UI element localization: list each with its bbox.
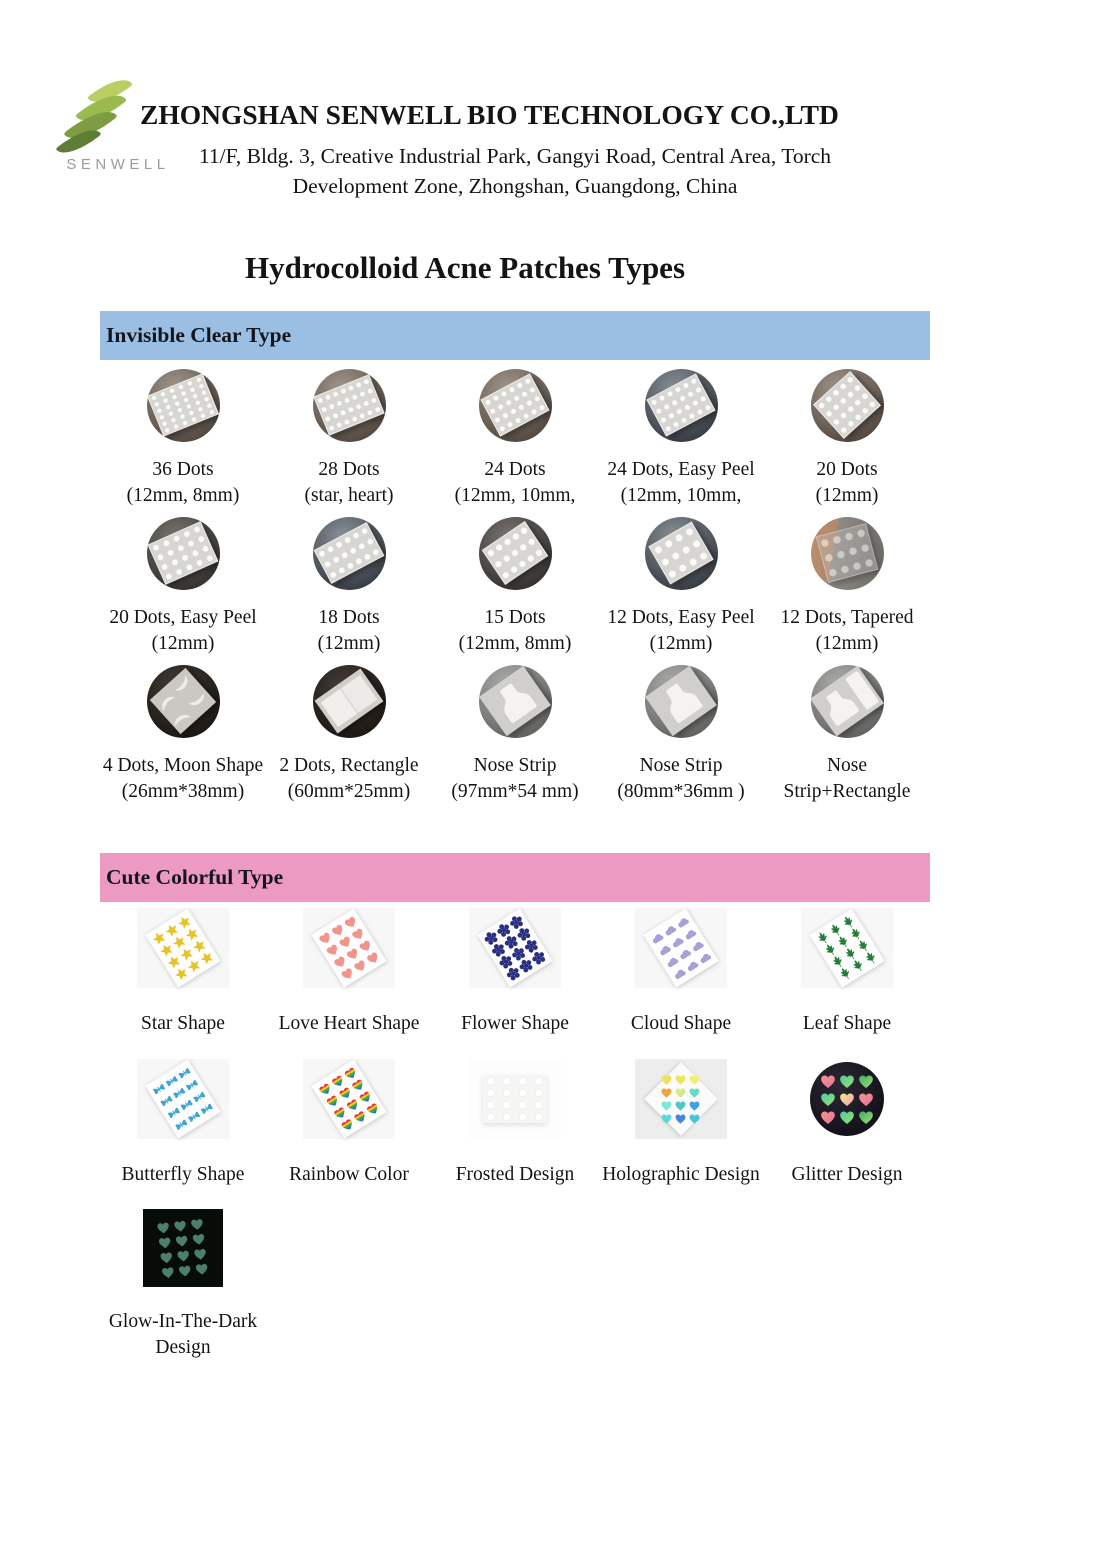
star-shape-photo: [137, 908, 229, 988]
20-dots-easy-peel-photo: [147, 517, 220, 590]
patch-sheet: [483, 1075, 547, 1123]
product-item-12-dots-easy-peel: [598, 514, 764, 662]
product-item-36-dots: [100, 366, 266, 514]
product-item-24-dots-easy-peel: [598, 366, 764, 514]
product-label: Glow-In-The-Dark: [108, 1311, 258, 1332]
patch-sheet: [145, 1059, 220, 1138]
heart-patch-icon: [159, 1264, 175, 1280]
heart-patch-icon: [819, 1072, 837, 1090]
patch-sheet: [813, 371, 881, 439]
product-item-cloud-shape: [598, 907, 764, 1058]
product-label: 36 Dots: [152, 459, 214, 480]
heart-patch-icon: [171, 1217, 187, 1233]
patch-sheet: [816, 523, 879, 583]
product-sublabel: (80mm*36mm ): [617, 780, 745, 802]
heart-patch-icon: [188, 1216, 204, 1232]
product-label: Star Shape: [141, 1013, 225, 1034]
36-dots-photo: [147, 369, 220, 442]
product-item-love-heart-shape: [266, 907, 432, 1058]
product-label: 24 Dots, Easy Peel: [607, 459, 755, 480]
patch-sheet: [648, 521, 713, 584]
patch-sheet: [479, 666, 551, 736]
heart-patch-icon: [155, 1219, 171, 1235]
heart-patch-icon: [688, 1099, 701, 1112]
section-heading: Cute Colorful Type: [106, 865, 284, 889]
product-photo-box: [137, 907, 229, 989]
company-address-line1: 11/F, Bldg. 3, Creative Industrial Park, Gangyi Road, Central Area, Torch: [198, 144, 832, 168]
product-sublabel: (97mm*54 mm): [451, 780, 579, 802]
product-photo-box: [479, 662, 552, 740]
patch-sheet: [147, 373, 219, 436]
heart-patch-icon: [156, 1234, 172, 1250]
heart-patch-icon: [857, 1090, 875, 1108]
product-item-glitter-design: [764, 1058, 930, 1209]
glow-hearts: [155, 1215, 212, 1280]
product-item-24-dots: [432, 366, 598, 514]
product-item-leaf-shape: [764, 907, 930, 1058]
heart-patch-icon: [190, 1231, 206, 1247]
product-sublabel: (12mm): [649, 632, 713, 654]
product-photo-box: [147, 662, 220, 740]
product-photo-box: [313, 662, 386, 740]
invisible-clear-grid: [100, 366, 930, 810]
product-photo-box: [645, 662, 718, 740]
patch-sheet: [477, 908, 552, 987]
product-item-star-shape: [100, 907, 266, 1058]
company-name: ZHONGSHAN SENWELL BIO TECHNOLOGY CO.,LTD: [140, 99, 839, 130]
product-item-butterfly-shape: [100, 1058, 266, 1209]
heart-patch-icon: [660, 1099, 673, 1112]
product-item-15-dots: [432, 514, 598, 662]
product-photo-box: [801, 907, 893, 989]
product-label: 20 Dots: [816, 459, 878, 480]
product-photo-box: [303, 907, 395, 989]
product-label: Nose Strip: [639, 755, 723, 776]
heart-patch-icon: [660, 1086, 673, 1099]
product-photo-box: [635, 907, 727, 989]
product-row: [100, 907, 930, 1058]
product-item-20-dots: [764, 366, 930, 514]
product-photo-box: [811, 662, 884, 740]
4-dots-moon-shape-photo: [147, 665, 220, 738]
rectangle-patch: [321, 675, 378, 727]
product-label: 28 Dots: [318, 459, 380, 480]
28-dots-photo: [313, 369, 386, 442]
product-sublabel: (12mm, 8mm): [126, 484, 240, 506]
product-label: Nose: [826, 755, 868, 776]
section-banner-invisible-clear: [100, 311, 930, 360]
patch-sheet: [809, 908, 884, 987]
heart-patch-icon: [175, 1247, 191, 1263]
product-label: 12 Dots, Tapered: [780, 607, 914, 628]
24-dots-photo: [479, 369, 552, 442]
heart-patch-icon: [838, 1108, 856, 1126]
product-photo-box: [147, 514, 220, 592]
product-sublabel: (12mm, 10mm,: [620, 484, 742, 506]
nose-patch-icon: [655, 675, 708, 728]
product-label: 15 Dots: [484, 607, 546, 628]
20-dots-photo: [811, 369, 884, 442]
product-photo-box: [635, 1058, 727, 1140]
patch-sheet: [645, 666, 717, 736]
heart-patch-icon: [819, 1090, 837, 1108]
glow-in-the-dark-photo: [143, 1209, 223, 1287]
leaf-shape-photo: [801, 908, 893, 988]
product-sublabel: (12mm): [815, 484, 879, 506]
butterfly-shape-photo: [137, 1059, 229, 1139]
product-row: [100, 662, 930, 810]
product-item-nose-strip-97: [432, 662, 598, 810]
product-sublabel: (12mm): [151, 632, 215, 654]
product-item-nose-strip-80: [598, 662, 764, 810]
patch-sheet: [145, 908, 220, 987]
patch-sheet: [643, 908, 718, 987]
product-label: Love Heart Shape: [278, 1013, 420, 1034]
heart-patch-icon: [819, 1108, 837, 1126]
product-label: Leaf Shape: [802, 1013, 892, 1034]
12-dots-tapered-photo: [811, 517, 884, 590]
heart-patch-icon: [660, 1112, 673, 1125]
product-label: 24 Dots: [484, 459, 546, 480]
heart-patch-icon: [193, 1260, 209, 1276]
product-photo-box: [645, 366, 718, 444]
product-photo-box: [811, 514, 884, 592]
heart-patch-icon: [191, 1246, 207, 1262]
product-label: 20 Dots, Easy Peel: [109, 607, 257, 628]
product-item-glow-in-the-dark: [100, 1209, 266, 1360]
holographic-design-photo: [635, 1059, 727, 1139]
product-photo-box: [469, 1058, 561, 1140]
heart-patch-icon: [857, 1072, 875, 1090]
18-dots-photo: [313, 517, 386, 590]
product-photo-box: [810, 1058, 884, 1140]
product-item-rainbow-color: [266, 1058, 432, 1209]
cute-colorful-grid: [100, 907, 930, 1360]
product-photo-box: [469, 907, 561, 989]
product-sublabel: Design: [155, 1336, 211, 1358]
product-sublabel: (60mm*25mm): [287, 780, 411, 802]
company-address-line2: Development Zone, Zhongshan, Guangdong, China: [292, 174, 738, 198]
product-label: 2 Dots, Rectangle: [279, 755, 419, 776]
product-label: 18 Dots: [318, 607, 380, 628]
product-label: Cloud Shape: [630, 1013, 732, 1034]
product-label: 4 Dots, Moon Shape: [102, 755, 264, 776]
2-dots-rectangle-photo: [313, 665, 386, 738]
product-item-frosted-design: [432, 1058, 598, 1209]
product-row: [100, 1209, 930, 1360]
product-item-4-dots-moon-shape: [100, 662, 266, 810]
product-sublabel: (12mm): [815, 632, 879, 654]
product-photo-box: [143, 1209, 223, 1287]
product-label: Frosted Design: [455, 1164, 575, 1185]
nose-strip-rectangle-photo: [811, 665, 884, 738]
section-heading: Invisible Clear Type: [106, 323, 292, 347]
product-photo-box: [137, 1058, 229, 1140]
heart-patch-icon: [838, 1090, 856, 1108]
product-photo-box: [303, 1058, 395, 1140]
heart-patch-icon: [688, 1086, 701, 1099]
page-title: Hydrocolloid Acne Patches Types: [244, 250, 686, 285]
product-photo-box: [811, 366, 884, 444]
holo-hearts: [660, 1073, 702, 1125]
patch-sheet: [148, 521, 219, 585]
product-row: [100, 514, 930, 662]
product-sublabel: (12mm, 8mm): [458, 632, 572, 654]
heart-patch-icon: [674, 1112, 687, 1125]
product-row: [100, 1058, 930, 1209]
cloud-shape-photo: [635, 908, 727, 988]
brand-name: SENWELL: [66, 156, 170, 173]
patch-sheet: [314, 522, 385, 584]
product-item-holographic-design: [598, 1058, 764, 1209]
patch-sheet: [646, 373, 715, 436]
product-photo-box: [313, 514, 386, 592]
heart-patch-icon: [660, 1073, 673, 1086]
product-label: Butterfly Shape: [121, 1164, 245, 1185]
heart-patch-icon: [857, 1108, 875, 1126]
product-photo-box: [479, 366, 552, 444]
frosted-design-photo: [469, 1059, 561, 1139]
nose-strip-80-photo: [645, 665, 718, 738]
product-item-nose-strip-rectangle: [764, 662, 930, 810]
heart-patch-icon: [674, 1073, 687, 1086]
rainbow-color-photo: [303, 1059, 395, 1139]
product-photo-box: [313, 366, 386, 444]
product-label: Holographic Design: [602, 1164, 760, 1185]
15-dots-photo: [479, 517, 552, 590]
product-photo-box: [479, 514, 552, 592]
patch-sheet: [311, 1059, 386, 1138]
patch-sheet: [315, 669, 384, 734]
patch-sheet: [313, 374, 384, 435]
product-item-12-dots-tapered: [764, 514, 930, 662]
product-item-28-dots: [266, 366, 432, 514]
flower-shape-photo: [469, 908, 561, 988]
product-item-flower-shape: [432, 907, 598, 1058]
heart-patch-icon: [838, 1072, 856, 1090]
product-photo-box: [147, 366, 220, 444]
12-dots-easy-peel-photo: [645, 517, 718, 590]
product-label: Glitter Design: [791, 1164, 903, 1185]
heart-patch-icon: [688, 1112, 701, 1125]
product-sublabel: (star, heart): [304, 484, 394, 506]
patch-sheet: [811, 666, 884, 737]
heart-patch-icon: [158, 1249, 174, 1265]
heart-patch-icon: [674, 1086, 687, 1099]
product-photo-box: [645, 514, 718, 592]
product-label: 12 Dots, Easy Peel: [607, 607, 755, 628]
product-sublabel: (26mm*38mm): [121, 780, 245, 802]
product-item-2-dots-rectangle: [266, 662, 432, 810]
heart-patch-icon: [688, 1073, 701, 1086]
patch-sheet: [480, 373, 549, 436]
heart-patch-icon: [173, 1232, 189, 1248]
heart-patch-icon: [176, 1262, 192, 1278]
product-label: Rainbow Color: [289, 1164, 409, 1185]
product-row: [100, 366, 930, 514]
24-dots-easy-peel-photo: [645, 369, 718, 442]
product-sublabel: (12mm, 10mm,: [454, 484, 576, 506]
product-item-20-dots-easy-peel: [100, 514, 266, 662]
nose-strip-97-photo: [479, 665, 552, 738]
patch-sheet: [150, 668, 216, 734]
product-item-18-dots: [266, 514, 432, 662]
patch-sheet: [482, 521, 549, 585]
product-label: Nose Strip: [473, 755, 557, 776]
section-banner-cute-colorful: [100, 853, 930, 902]
patch-sheet: [311, 908, 386, 987]
product-sublabel: Strip+Rectangle: [783, 780, 911, 802]
heart-patch-icon: [674, 1099, 687, 1112]
product-sublabel: (12mm): [317, 632, 381, 654]
product-label: Flower Shape: [461, 1013, 569, 1034]
love-heart-shape-photo: [303, 908, 395, 988]
nose-patch-icon: [489, 675, 542, 728]
glitter-design-photo: [810, 1062, 884, 1136]
